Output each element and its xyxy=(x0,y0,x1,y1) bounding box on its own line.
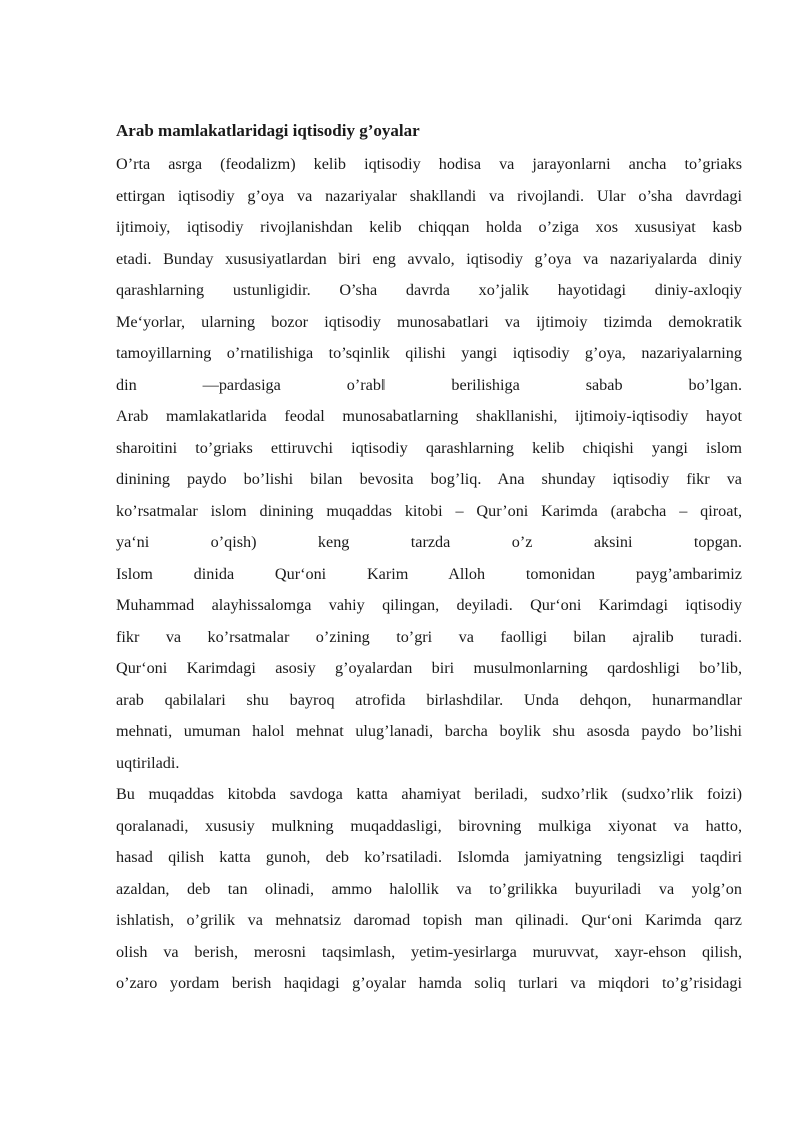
paragraph-line: dinining paydo bo’lishi bilan bevosita bog’liq. Ana shunday iqtisodiy fikr va xyxy=(116,470,742,488)
document-body xyxy=(116,149,742,1000)
paragraph-line: fikr va ko’rsatmalar o’zining to’gri va faolligi bilan ajralib turadi. xyxy=(116,627,742,646)
paragraph-line: sharoitini to’griaks ettiruvchi iqtisodiy qarashlarning kelib chiqishi yangi islom xyxy=(116,438,742,457)
paragraph-line: tamoyillarning o’rnatilishiga to’sqinlik qilishi yangi iqtisodiy g’oya, nazariyalarning xyxy=(116,344,742,362)
paragraph-line: din ―pardasiga o’rab‖ berilishiga sabab bo’lgan. xyxy=(116,375,742,394)
paragraph xyxy=(116,401,742,559)
paragraph-line: O’rta asrga (feodalizm) kelib iqtisodiy hodisa va jarayonlarni ancha to’griaks xyxy=(116,155,742,173)
paragraph-line: uqtiriladi. xyxy=(116,753,180,772)
paragraph-line: qarashlarning ustunligidir. O’sha davrda xo’jalik hayotidagi diniy-axloqiy xyxy=(116,281,742,299)
paragraph-line: etadi. Bunday xususiyatlardan biri eng avvalo, iqtisodiy g’oya va nazariyalarda diniy xyxy=(116,249,742,268)
paragraph-line: mehnati, umuman halol mehnat ulug’lanadi, barcha boylik shu asosda paydo bo’lishi xyxy=(116,722,742,740)
paragraph-line: ishlatish, o’grilik va mehnatsiz daromad topish man qilinadi. Qur‘oni Karimda qarz xyxy=(116,911,742,929)
paragraph-line: qoralanadi, xususiy mulkning muqaddasligi, birovning mulkiga xiyonat va hatto, xyxy=(116,816,742,835)
document-title: Arab mamlakatlaridagi iqtisodiy g’oyalar xyxy=(116,121,420,140)
paragraph-line: ya‘ni o’qish) keng tarzda o’z aksini topgan. xyxy=(116,533,742,551)
paragraph-line: Bu muqaddas kitobda savdoga katta ahamiyat beriladi, sudxo’rlik (sudxo’rlik foizi) xyxy=(116,785,742,803)
paragraph-line: Muhammad alayhissalomga vahiy qilingan, deyiladi. Qur‘oni Karimdagi iqtisodiy xyxy=(116,596,742,614)
paragraph-line: hasad qilish katta gunoh, deb ko’rsatiladi. Islomda jamiyatning tengsizligi taqdiri xyxy=(116,848,742,866)
paragraph xyxy=(116,149,742,401)
paragraph-line: ijtimoiy, iqtisodiy rivojlanishdan kelib chiqqan holda o’ziga xos xususiyat kasb xyxy=(116,218,742,236)
paragraph-line: Arab mamlakatlarida feodal munosabatlarning shakllanishi, ijtimoiy-iqtisodiy hayot xyxy=(116,407,742,425)
paragraph-line: olish va berish, merosni taqsimlash, yetim-yesirlarga muruvvat, xayr-ehson qilish, xyxy=(116,942,742,961)
paragraph-line: o’zaro yordam berish haqidagi g’oyalar hamda soliq turlari va miqdori to’g’risidagi xyxy=(116,974,742,992)
paragraph-line: Qur‘oni Karimdagi asosiy g’oyalardan biri musulmonlarning qardoshligi bo’lib, xyxy=(116,659,742,677)
paragraph-line: Islom dinida Qur‘oni Karim Alloh tomonidan payg’ambarimiz xyxy=(116,564,742,583)
paragraph xyxy=(116,559,742,780)
paragraph-line: arab qabilalari shu bayroq atrofida birlashdilar. Unda dehqon, hunarmandlar xyxy=(116,690,742,709)
paragraph-line: Me‘yorlar, ularning bozor iqtisodiy munosabatlari va ijtimoiy tizimda demokratik xyxy=(116,312,742,331)
paragraph xyxy=(116,779,742,1000)
paragraph-line: ko’rsatmalar islom dinining muqaddas kitobi – Qur’oni Karimda (arabcha – qiroat, xyxy=(116,501,742,520)
paragraph-line: ettirgan iqtisodiy g’oya va nazariyalar shakllandi va rivojlandi. Ular o’sha davrdagi xyxy=(116,186,742,205)
paragraph-line: azaldan, deb tan olinadi, ammo halollik va to’grilikka buyuriladi va yolg’on xyxy=(116,879,742,898)
document-page xyxy=(116,117,742,1000)
